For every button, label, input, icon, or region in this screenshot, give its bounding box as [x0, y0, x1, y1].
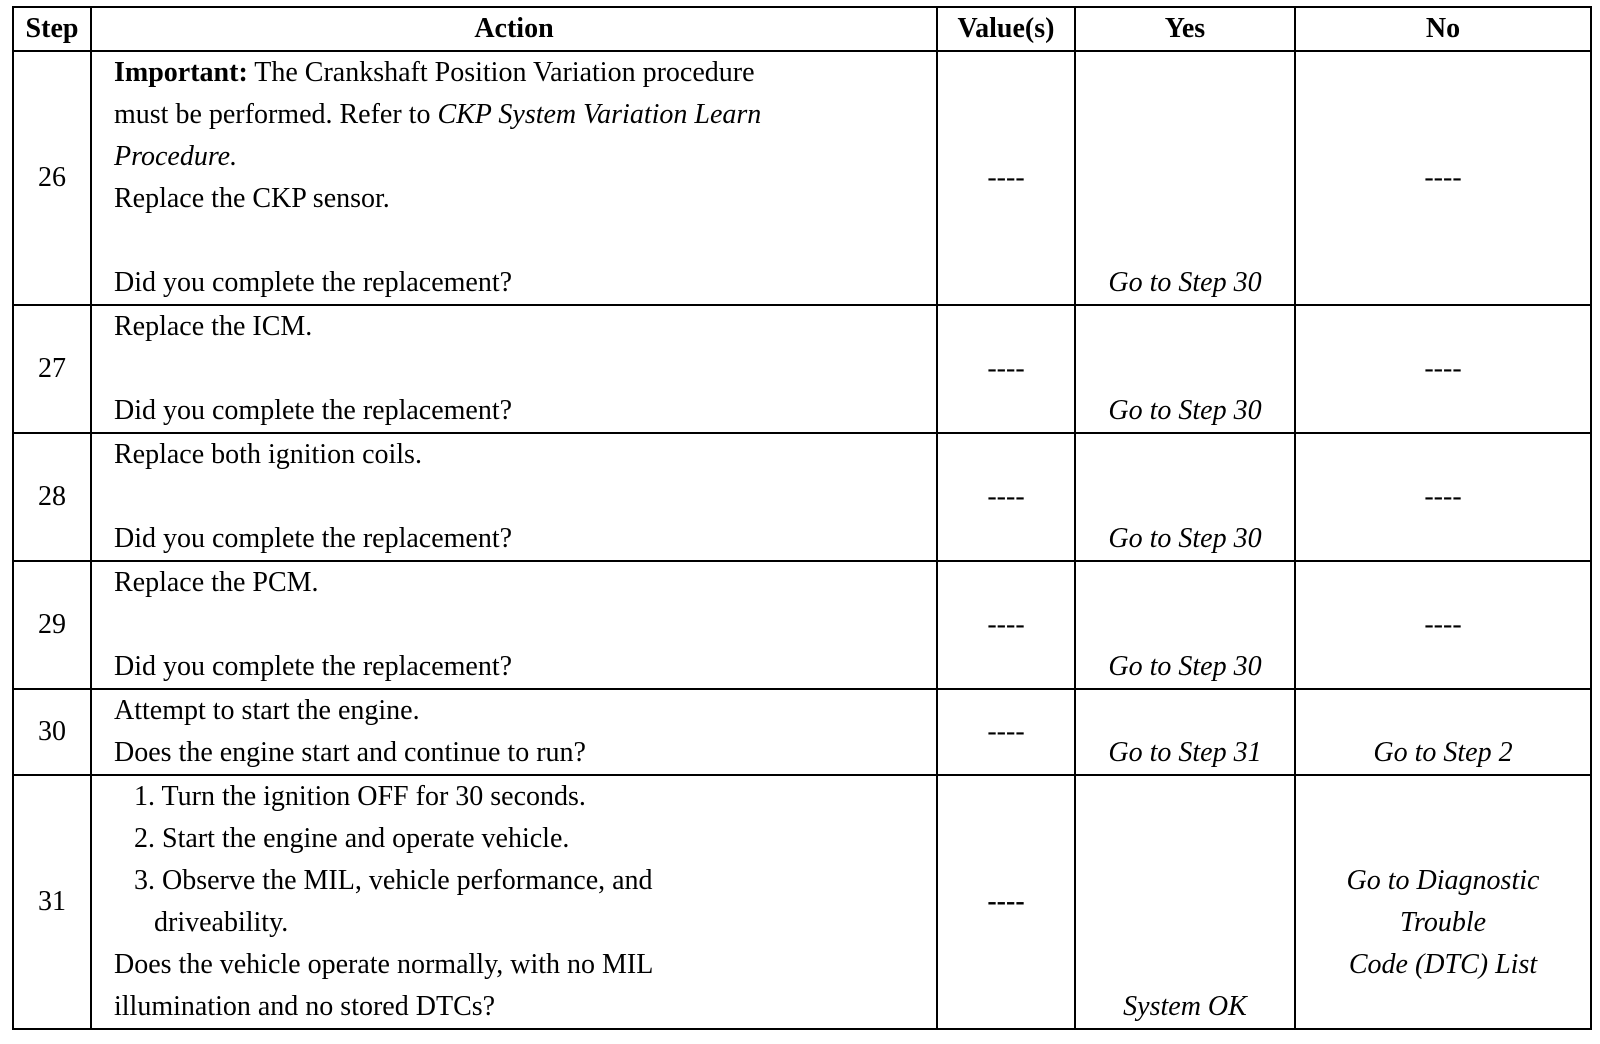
action-cell — [91, 561, 937, 689]
question-text: Does the vehicle operate normally, with no MIL — [114, 949, 654, 980]
question-text: Did you complete the replacement? — [114, 523, 513, 554]
header-step: Step — [13, 7, 91, 51]
list-item: 3. Observe the MIL, vehicle performance, and — [134, 865, 653, 896]
table-row — [13, 775, 1591, 1029]
step-number: 31 — [13, 775, 91, 1029]
table-row — [13, 305, 1591, 433]
action-text: Replace both ignition coils. — [114, 439, 422, 470]
yes-cell: Go to Step 31 — [1075, 689, 1295, 775]
list-item: 1. Turn the ignition OFF for 30 seconds. — [134, 781, 586, 812]
action-cell — [91, 775, 937, 1029]
step-number: 27 — [13, 305, 91, 433]
important-note — [114, 52, 936, 94]
action-text: Replace the CKP sensor. — [114, 183, 390, 214]
action-cell — [91, 305, 937, 433]
no-cell — [1295, 775, 1591, 1029]
procedure-reference-cont: Procedure. — [114, 141, 238, 172]
header-no: No — [1295, 7, 1591, 51]
question-text: Does the engine start and continue to run? — [114, 737, 586, 768]
header-values: Value(s) — [937, 7, 1075, 51]
value-cell: ---- — [937, 305, 1075, 433]
action-text: Replace the PCM. — [114, 567, 319, 598]
list-item: 2. Start the engine and operate vehicle. — [134, 823, 570, 854]
question-text: Did you complete the replacement? — [114, 395, 513, 426]
important-text: The Crankshaft Position Variation procedure — [247, 57, 755, 88]
no-cell: ---- — [1295, 305, 1591, 433]
action-cell — [91, 433, 937, 561]
action-text: Attempt to start the engine. — [114, 695, 420, 726]
question-text: Did you complete the replacement? — [114, 651, 513, 682]
no-cell-line: Trouble — [1399, 907, 1487, 938]
header-action: Action — [91, 7, 937, 51]
no-cell: ---- — [1295, 561, 1591, 689]
action-cell — [91, 689, 937, 775]
value-cell: ---- — [937, 561, 1075, 689]
table-row — [13, 433, 1591, 561]
no-cell: ---- — [1295, 51, 1591, 305]
question-text: Did you complete the replacement? — [114, 267, 513, 298]
value-cell: ---- — [937, 689, 1075, 775]
step-number: 29 — [13, 561, 91, 689]
refer-text: must be performed. Refer to — [114, 99, 438, 130]
action-text: Replace the ICM. — [114, 311, 313, 342]
header-yes: Yes — [1075, 7, 1295, 51]
table-row — [13, 689, 1591, 775]
procedure-reference: CKP System Variation Learn — [437, 99, 762, 130]
header-row — [13, 7, 1591, 51]
step-number: 30 — [13, 689, 91, 775]
diagnostic-steps-table — [12, 6, 1592, 1030]
yes-cell: System OK — [1075, 775, 1295, 1029]
action-cell — [91, 51, 937, 305]
no-cell-line: Go to Diagnostic — [1346, 865, 1540, 896]
step-number: 26 — [13, 51, 91, 305]
value-cell: ---- — [937, 51, 1075, 305]
yes-cell: Go to Step 30 — [1075, 561, 1295, 689]
no-cell-line: Code (DTC) List — [1348, 949, 1538, 980]
value-cell: ---- — [937, 433, 1075, 561]
step-number: 28 — [13, 433, 91, 561]
yes-cell: Go to Step 30 — [1075, 305, 1295, 433]
yes-cell: Go to Step 30 — [1075, 51, 1295, 305]
list-item-cont: driveability. — [154, 907, 289, 938]
table-row — [13, 561, 1591, 689]
table-row — [13, 51, 1591, 305]
value-cell: ---- — [937, 775, 1075, 1029]
no-cell: Go to Step 2 — [1295, 689, 1591, 775]
question-text-cont: illumination and no stored DTCs? — [114, 991, 496, 1022]
important-label: Important: — [114, 57, 248, 88]
yes-cell: Go to Step 30 — [1075, 433, 1295, 561]
no-cell: ---- — [1295, 433, 1591, 561]
